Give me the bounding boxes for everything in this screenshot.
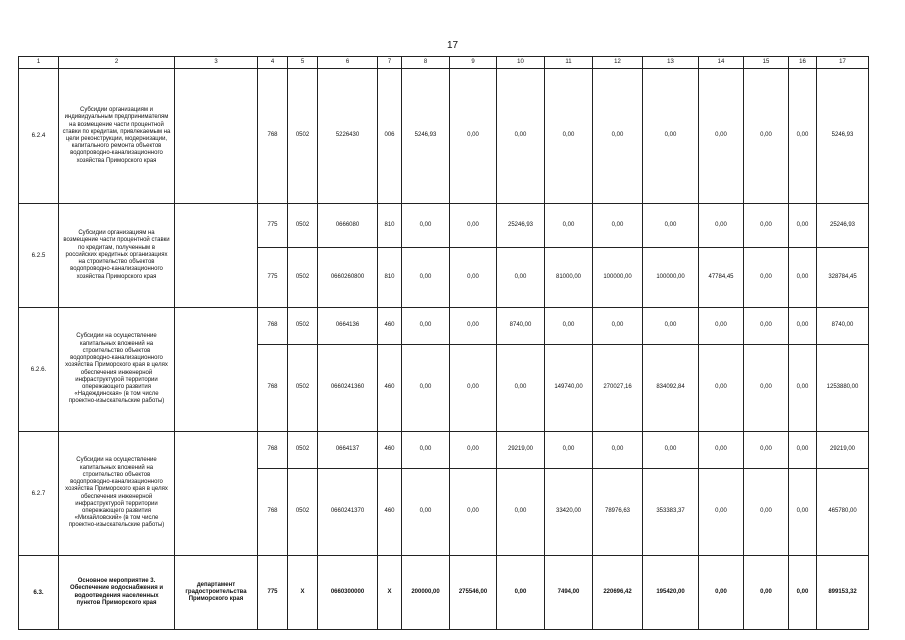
cell-col-6: 0660241370	[318, 469, 378, 556]
cell-col-6: 0664137	[318, 432, 378, 469]
cell-col-12: 270027,16	[593, 345, 643, 432]
column-header-2: 2	[59, 57, 175, 69]
cell-col-7: 460	[378, 345, 402, 432]
table-row	[19, 69, 869, 204]
cell-col-4: 768	[258, 432, 288, 469]
cell-col-5: X	[288, 556, 318, 630]
cell-col-10: 25246,93	[497, 204, 545, 248]
cell-col-8: 0,00	[402, 204, 450, 248]
cell-col-17: 465780,00	[817, 469, 869, 556]
cell-col-11: 81000,00	[545, 248, 593, 308]
cell-col-10: 29219,00	[497, 432, 545, 469]
cell-col-9: 0,00	[450, 469, 497, 556]
cell-col-13: 0,00	[643, 204, 699, 248]
table-row	[19, 432, 869, 469]
cell-col-6: 0660260800	[318, 248, 378, 308]
cell-col-15: 0,00	[744, 204, 789, 248]
column-header-12: 12	[593, 57, 643, 69]
cell-col-14: 0,00	[699, 308, 744, 345]
cell-col-12: 100000,00	[593, 248, 643, 308]
row-description: Субсидии на осуществление капитальных вложений на строительство объектов водопроводно-канализационного хозяйства Приморского края в целях обеспечения инженерной инфраструктурой территории опережающего развития «Михайловский» (в том числе проектно-изыскательские работы)	[59, 432, 175, 556]
cell-col-12: 220696,42	[593, 556, 643, 630]
cell-col-15: 0,00	[744, 556, 789, 630]
row-description: Субсидии на осуществление капитальных вложений на строительство объектов водопроводно-канализационного хозяйства Приморского края в целях обеспечения инженерной инфраструктурой территории опережающего развития «Надеждинская» (в том числе проектно-изыскательские работы)	[59, 308, 175, 432]
cell-col-13: 0,00	[643, 69, 699, 204]
cell-col-4: 768	[258, 308, 288, 345]
cell-col-14: 0,00	[699, 469, 744, 556]
cell-col-11: 0,00	[545, 204, 593, 248]
cell-col-10: 0,00	[497, 69, 545, 204]
cell-col-17: 1253880,00	[817, 345, 869, 432]
cell-col-11: 0,00	[545, 308, 593, 345]
cell-col-6: 0660241360	[318, 345, 378, 432]
cell-col-13: 0,00	[643, 432, 699, 469]
cell-col-11: 149740,00	[545, 345, 593, 432]
cell-col-8: 200000,00	[402, 556, 450, 630]
cell-col-4: 768	[258, 469, 288, 556]
cell-col-5: 0502	[288, 432, 318, 469]
row-description: Основное мероприятие 3. Обеспечение водоснабжения и водоотведения населенных пунктов Приморского края	[59, 556, 175, 630]
cell-col-4: 775	[258, 204, 288, 248]
cell-col-11: 33420,00	[545, 469, 593, 556]
cell-col-8: 0,00	[402, 469, 450, 556]
column-header-10: 10	[497, 57, 545, 69]
cell-col-14: 0,00	[699, 432, 744, 469]
cell-col-14: 0,00	[699, 556, 744, 630]
cell-col-10: 0,00	[497, 345, 545, 432]
column-header-15: 15	[744, 57, 789, 69]
table-header	[19, 57, 869, 69]
cell-col-17: 8740,00	[817, 308, 869, 345]
column-header-1: 1	[19, 57, 59, 69]
cell-col-4: 775	[258, 556, 288, 630]
cell-col-8: 0,00	[402, 345, 450, 432]
cell-col-5: 0502	[288, 469, 318, 556]
row-responsible	[175, 204, 258, 308]
cell-col-15: 0,00	[744, 69, 789, 204]
cell-col-16: 0,00	[789, 556, 817, 630]
cell-col-13: 195420,00	[643, 556, 699, 630]
column-header-4: 4	[258, 57, 288, 69]
cell-col-13: 0,00	[643, 308, 699, 345]
cell-col-11: 0,00	[545, 69, 593, 204]
cell-col-16: 0,00	[789, 469, 817, 556]
cell-col-17: 5246,93	[817, 69, 869, 204]
cell-col-15: 0,00	[744, 308, 789, 345]
cell-col-7: 006	[378, 69, 402, 204]
cell-col-14: 0,00	[699, 345, 744, 432]
cell-col-17: 899153,32	[817, 556, 869, 630]
cell-col-13: 353383,37	[643, 469, 699, 556]
cell-col-10: 8740,00	[497, 308, 545, 345]
cell-col-9: 0,00	[450, 204, 497, 248]
column-header-9: 9	[450, 57, 497, 69]
row-code: 6.2.4	[19, 69, 59, 204]
row-responsible	[175, 69, 258, 204]
cell-col-6: 0664136	[318, 308, 378, 345]
cell-col-13: 100000,00	[643, 248, 699, 308]
cell-col-15: 0,00	[744, 345, 789, 432]
cell-col-9: 0,00	[450, 432, 497, 469]
cell-col-13: 834092,84	[643, 345, 699, 432]
cell-col-16: 0,00	[789, 204, 817, 248]
table-row	[19, 204, 869, 248]
budget-table	[18, 56, 869, 630]
cell-col-9: 0,00	[450, 248, 497, 308]
cell-col-7: X	[378, 556, 402, 630]
column-header-6: 6	[318, 57, 378, 69]
cell-col-7: 460	[378, 432, 402, 469]
cell-col-15: 0,00	[744, 432, 789, 469]
row-code: 6.2.6.	[19, 308, 59, 432]
cell-col-5: 0502	[288, 248, 318, 308]
cell-col-7: 810	[378, 204, 402, 248]
cell-col-16: 0,00	[789, 248, 817, 308]
cell-col-12: 0,00	[593, 204, 643, 248]
cell-col-16: 0,00	[789, 308, 817, 345]
cell-col-12: 0,00	[593, 432, 643, 469]
cell-col-10: 0,00	[497, 248, 545, 308]
cell-col-4: 768	[258, 69, 288, 204]
cell-col-15: 0,00	[744, 469, 789, 556]
cell-col-9: 0,00	[450, 69, 497, 204]
cell-col-14: 47784,45	[699, 248, 744, 308]
cell-col-17: 25246,93	[817, 204, 869, 248]
cell-col-15: 0,00	[744, 248, 789, 308]
cell-col-5: 0502	[288, 308, 318, 345]
column-header-3: 3	[175, 57, 258, 69]
cell-col-7: 810	[378, 248, 402, 308]
cell-col-14: 0,00	[699, 204, 744, 248]
cell-col-10: 0,00	[497, 469, 545, 556]
row-code: 6.2.5	[19, 204, 59, 308]
cell-col-5: 0502	[288, 69, 318, 204]
cell-col-5: 0502	[288, 204, 318, 248]
row-description: Субсидии организациям на возмещение части процентной ставки по кредитам, полученным в российских кредитных организациях на строительство объектов водопроводно-канализационного хозяйства Приморского края	[59, 204, 175, 308]
row-responsible: департамент градостроительства Приморского края	[175, 556, 258, 630]
cell-col-7: 460	[378, 308, 402, 345]
cell-col-10: 0,00	[497, 556, 545, 630]
row-responsible	[175, 308, 258, 432]
row-code: 6.2.7	[19, 432, 59, 556]
table-row	[19, 556, 869, 630]
cell-col-17: 29219,00	[817, 432, 869, 469]
cell-col-8: 0,00	[402, 432, 450, 469]
cell-col-6: 0660300000	[318, 556, 378, 630]
table-row	[19, 308, 869, 345]
cell-col-8: 5246,93	[402, 69, 450, 204]
row-description: Субсидии организациям и индивидуальным предпринимателям на возмещение части процентной ставки по кредитам, привлекаемым на цели реконструкции, модернизации, капитального ремонта объектов водопроводно-канализационного хозяйства Приморского края	[59, 69, 175, 204]
cell-col-14: 0,00	[699, 69, 744, 204]
cell-col-12: 0,00	[593, 69, 643, 204]
cell-col-9: 275546,00	[450, 556, 497, 630]
column-header-14: 14	[699, 57, 744, 69]
cell-col-17: 328784,45	[817, 248, 869, 308]
column-header-5: 5	[288, 57, 318, 69]
column-header-7: 7	[378, 57, 402, 69]
cell-col-16: 0,00	[789, 432, 817, 469]
cell-col-5: 0502	[288, 345, 318, 432]
cell-col-8: 0,00	[402, 308, 450, 345]
cell-col-9: 0,00	[450, 308, 497, 345]
cell-col-11: 0,00	[545, 432, 593, 469]
cell-col-12: 78976,63	[593, 469, 643, 556]
cell-col-9: 0,00	[450, 345, 497, 432]
column-header-13: 13	[643, 57, 699, 69]
cell-col-4: 775	[258, 248, 288, 308]
column-header-17: 17	[817, 57, 869, 69]
cell-col-16: 0,00	[789, 69, 817, 204]
row-responsible	[175, 432, 258, 556]
cell-col-8: 0,00	[402, 248, 450, 308]
cell-col-7: 460	[378, 469, 402, 556]
cell-col-12: 0,00	[593, 308, 643, 345]
cell-col-11: 7494,00	[545, 556, 593, 630]
column-header-16: 16	[789, 57, 817, 69]
cell-col-6: 5226430	[318, 69, 378, 204]
column-header-11: 11	[545, 57, 593, 69]
row-code: 6.3.	[19, 556, 59, 630]
cell-col-6: 0666080	[318, 204, 378, 248]
cell-col-16: 0,00	[789, 345, 817, 432]
column-header-8: 8	[402, 57, 450, 69]
page-number: 17	[446, 40, 459, 51]
cell-col-4: 768	[258, 345, 288, 432]
